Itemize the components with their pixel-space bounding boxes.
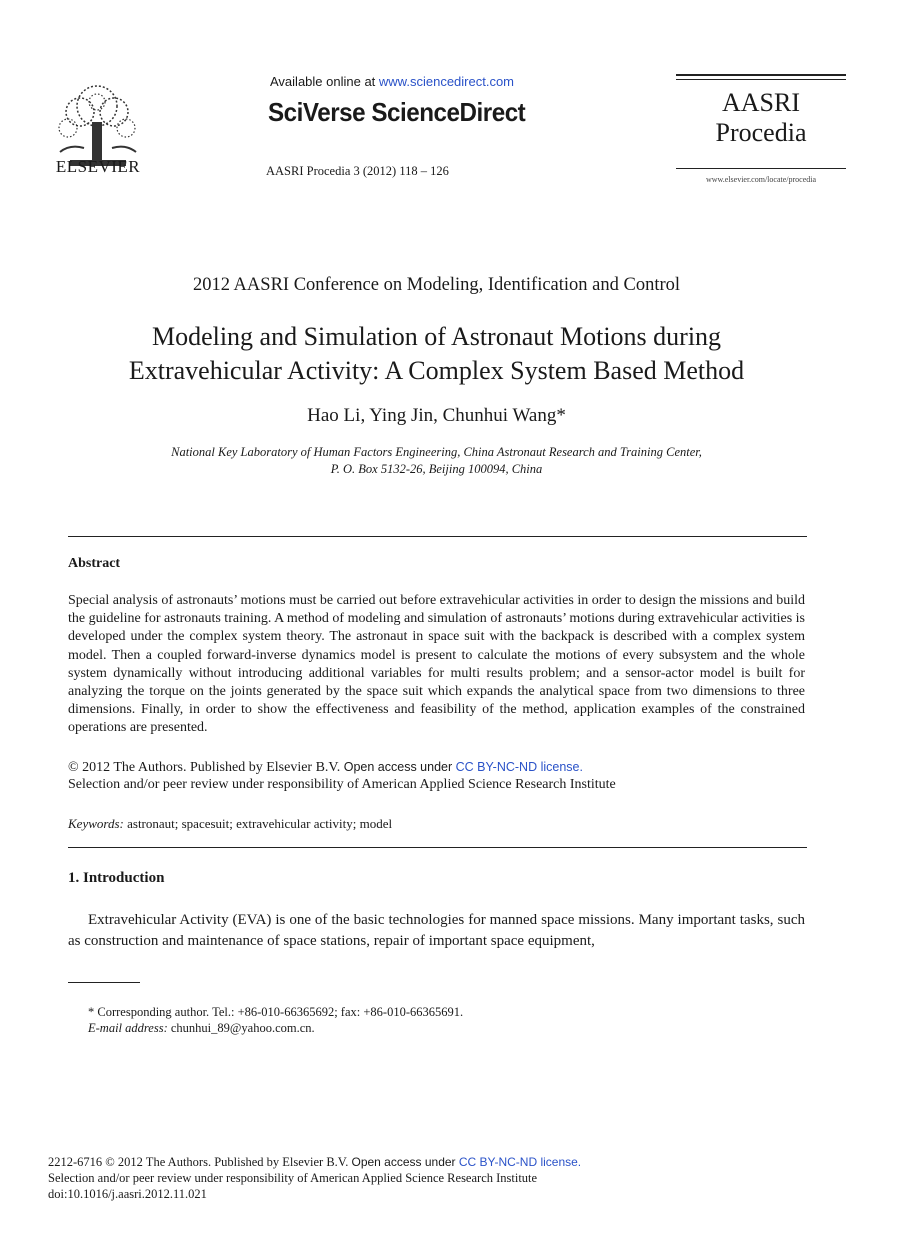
open-access-text: Open access under <box>343 760 456 774</box>
license-link[interactable]: CC BY-NC-ND license. <box>455 760 583 774</box>
email-label: E-mail address: <box>88 1021 168 1035</box>
affiliation-line2: P. O. Box 5132-26, Beijing 100094, China <box>330 462 543 476</box>
journal-name-line1: AASRI <box>721 88 800 117</box>
email-note <box>88 1021 315 1036</box>
abstract-bottom-rule <box>68 847 807 848</box>
keywords <box>68 816 392 832</box>
available-online <box>270 74 514 89</box>
affiliation-line1: National Key Laboratory of Human Factors Engineering, China Astronaut Research and Training Center, <box>171 445 702 459</box>
journal-name <box>676 88 846 148</box>
abstract-body: Special analysis of astronauts’ motions must be carried out before extravehicular activities in order to design the missions and build the guideline for astronauts training. A method of modeling and simulation of astronauts’ motions during extravehicular activities is developed under the complex system theory. The astronaut in space suit with the backpack is described with a complex system model. Then a coupled forward-inverse dynamics model is present to calculate the motions of every subsystem and the whole system dynamically without introducing additional variables for multi results problem; and a sensor-actor model is built for analyzing the torque on the joints generated by the space suit which expands the analytical space from two dimensions to three dimensions. Finally, in order to show the effectiveness and feasibility of the method, application examples of the constrained operations are presented. <box>68 593 805 736</box>
journal-rule-bottom <box>676 168 846 169</box>
journal-rule-top-thin <box>676 79 846 80</box>
footer-peer-review: Selection and/or peer review under responsibility of American Applied Science Research Institute <box>48 1171 538 1185</box>
abstract-top-rule <box>68 536 807 537</box>
affiliation <box>60 444 813 478</box>
peer-review-statement: Selection and/or peer review under responsibility of American Applied Science Research Institute <box>68 777 616 792</box>
authors: Hao Li, Ying Jin, Chunhui Wang* <box>307 405 566 426</box>
footer-license-link[interactable]: CC BY-NC-ND license. <box>458 1155 582 1169</box>
paper-title-line1: Modeling and Simulation of Astronaut Motions during <box>151 322 722 351</box>
paper-title-line2: Extravehicular Activity: A Complex System Based Method <box>128 356 745 385</box>
footer-issn-copyright: 2212-6716 © 2012 The Authors. Published by Elsevier B.V. <box>48 1155 352 1169</box>
available-prefix: Available online at <box>270 74 379 89</box>
citation: AASRI Procedia 3 (2012) 118 – 126 <box>266 164 449 178</box>
footer-copyright <box>48 1155 581 1170</box>
publisher-logo-text: ELSEVIER <box>55 157 141 176</box>
abstract-heading: Abstract <box>68 556 121 571</box>
journal-url[interactable]: www.elsevier.com/locate/procedia <box>705 175 817 184</box>
email-address[interactable]: chunhui_89@yahoo.com.cn. <box>167 1021 315 1035</box>
journal-name-line2: Procedia <box>715 118 807 147</box>
footnote-rule <box>68 982 140 983</box>
paper-title <box>60 320 813 388</box>
section-heading: 1. Introduction <box>68 870 165 886</box>
keywords-label: Keywords: <box>68 816 124 831</box>
footer-open-access: Open access under <box>351 1155 459 1169</box>
footer-doi[interactable]: doi:10.1016/j.aasri.2012.11.021 <box>48 1187 207 1201</box>
keywords-list: astronaut; spacesuit; extravehicular activity; model <box>123 816 393 831</box>
platform-name: SciVerse ScienceDirect <box>268 97 526 127</box>
sciencedirect-link[interactable]: www.sciencedirect.com <box>378 74 515 89</box>
journal-rule-top <box>676 74 846 76</box>
corresponding-author-note: * Corresponding author. Tel.: +86-010-66365692; fax: +86-010-66365691. <box>88 1005 464 1019</box>
conference-name: 2012 AASRI Conference on Modeling, Identification and Control <box>192 275 681 295</box>
intro-paragraph: Extravehicular Activity (EVA) is one of the basic technologies for manned space missions. Many important tasks, such as construction and maintenance of space stations, repair of important space equipment, <box>68 912 805 949</box>
copyright-line <box>68 760 583 776</box>
copyright-text: © 2012 The Authors. Published by Elsevier B.V. <box>68 760 344 775</box>
